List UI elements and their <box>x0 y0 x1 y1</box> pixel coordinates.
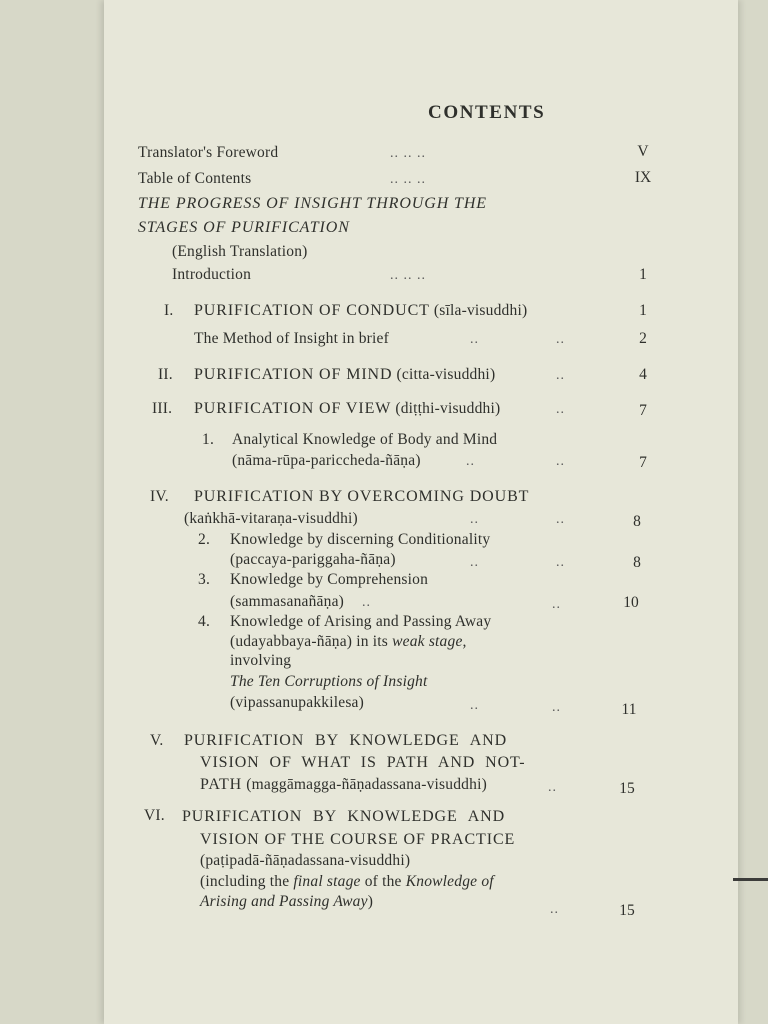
section-note <box>200 893 373 911</box>
page-number: V <box>637 143 649 160</box>
section-term: (maggāmagga-ñāṇadassana-visuddhi) <box>246 776 487 793</box>
section-title: PURIFICATION BY KNOWLEDGE AND <box>182 808 506 825</box>
page-number: IX <box>634 169 652 186</box>
leader-dots: .. <box>470 512 479 527</box>
section-heading <box>200 776 487 794</box>
page-number: 1 <box>639 266 647 283</box>
book-page <box>104 0 738 1024</box>
subsection-number: 1. <box>202 431 215 448</box>
page-number: 4 <box>639 366 647 383</box>
page-number: 10 <box>623 594 639 611</box>
subsection-term: (vipassanupakkilesa) <box>230 694 364 711</box>
subsection-term <box>230 633 467 651</box>
page-number: 8 <box>633 513 641 530</box>
page-number: 8 <box>633 554 641 571</box>
leader-dots: .. <box>556 454 565 469</box>
section-title: PURIFICATION OF MIND <box>194 366 393 383</box>
leader-dots: .. .. .. <box>390 268 426 283</box>
section-note-italic: Arising and Passing Away <box>200 893 368 910</box>
section-title: PURIFICATION BY KNOWLEDGE AND <box>184 732 508 749</box>
section-term: (sīla-visuddhi) <box>433 302 528 319</box>
leader-dots: .. <box>556 555 565 570</box>
subsection-term: (sammasanañāṇa) <box>230 593 345 610</box>
leader-dots: .. .. .. <box>390 172 426 187</box>
leader-dots: .. <box>556 368 565 383</box>
leader-dots: .. <box>548 780 557 795</box>
toc-entry-method-of-insight: The Method of Insight in brief <box>194 330 389 347</box>
section-term: (diṭṭhi-visuddhi) <box>395 400 501 417</box>
section-number: II. <box>158 366 173 383</box>
section-heading <box>194 366 495 384</box>
subsection-italic-title: The Ten Corruptions of Insight <box>230 673 428 690</box>
section-title: VISION OF THE COURSE OF PRACTICE <box>200 831 516 848</box>
page-number: 15 <box>619 780 635 797</box>
section-number: VI. <box>144 807 165 824</box>
subsection-title: Knowledge of Arising and Passing Away <box>230 613 492 630</box>
section-term: (kaṅkhā-vitaraṇa-visuddhi) <box>184 510 358 527</box>
leader-dots: .. <box>362 595 371 610</box>
subsection-number: 3. <box>198 571 211 588</box>
page-number: 1 <box>639 302 647 319</box>
subsection-term-text: (udayabbaya-ñāṇa) in its <box>230 633 393 650</box>
translation-note: (English Translation) <box>172 243 308 260</box>
leader-dots: .. <box>552 597 561 612</box>
section-note-text: (including the <box>200 873 294 890</box>
section-number: I. <box>164 302 174 319</box>
section-note-italic: Knowledge of <box>405 873 494 890</box>
subsection-term-italic: weak stage, <box>392 633 467 650</box>
page-number: 7 <box>639 402 647 419</box>
section-number: V. <box>150 732 164 749</box>
section-title: PATH <box>200 776 243 793</box>
subsection-term: (nāma-rūpa-pariccheda-ñāṇa) <box>232 452 421 469</box>
leader-dots: .. <box>470 332 479 347</box>
section-term: (paṭipadā-ñāṇadassana-visuddhi) <box>200 852 411 869</box>
section-note-italic: final stage <box>293 873 361 890</box>
page-number: 15 <box>619 902 635 919</box>
scan-artifact-line <box>733 878 768 881</box>
page-title: CONTENTS <box>428 102 546 123</box>
toc-entry-table-of-contents: Table of Contents <box>138 170 252 187</box>
leader-dots: .. <box>550 902 559 917</box>
subsection-number: 4. <box>198 613 211 630</box>
page-number: 7 <box>639 454 647 471</box>
leader-dots: .. <box>556 402 565 417</box>
subsection-title: Knowledge by Comprehension <box>230 571 429 588</box>
section-title: VISION OF WHAT IS PATH AND NOT- <box>200 754 526 771</box>
toc-entry-foreword: Translator's Foreword <box>138 144 279 161</box>
subsection-term: (paccaya-pariggaha-ñāṇa) <box>230 551 396 568</box>
subsection-title: Analytical Knowledge of Body and Mind <box>232 431 498 448</box>
main-title-line: THE PROGRESS OF INSIGHT THROUGH THE <box>138 195 487 212</box>
leader-dots: .. <box>470 555 479 570</box>
section-title: PURIFICATION OF CONDUCT <box>194 302 430 319</box>
subsection-title: Knowledge by discerning Conditionality <box>230 531 491 548</box>
leader-dots: .. <box>470 698 479 713</box>
section-number: IV. <box>150 488 169 505</box>
leader-dots: .. .. .. <box>390 146 426 161</box>
main-title-line: STAGES OF PURIFICATION <box>138 219 350 236</box>
section-note-text: ) <box>367 893 374 910</box>
toc-entry-introduction: Introduction <box>172 266 252 283</box>
section-title: PURIFICATION BY OVERCOMING DOUBT <box>194 488 530 505</box>
section-note <box>200 873 494 891</box>
section-title: PURIFICATION OF VIEW <box>194 400 392 417</box>
leader-dots: .. <box>466 454 475 469</box>
leader-dots: .. <box>552 700 561 715</box>
section-heading <box>194 400 500 418</box>
section-number: III. <box>152 400 173 417</box>
section-heading <box>194 302 527 320</box>
leader-dots: .. <box>556 512 565 527</box>
page-number: 11 <box>621 701 637 718</box>
subsection-number: 2. <box>198 531 211 548</box>
section-term: (citta-visuddhi) <box>396 366 496 383</box>
subsection-text: involving <box>230 652 292 669</box>
leader-dots: .. <box>556 332 565 347</box>
page-number: 2 <box>639 330 647 347</box>
section-note-text: of the <box>360 873 406 890</box>
